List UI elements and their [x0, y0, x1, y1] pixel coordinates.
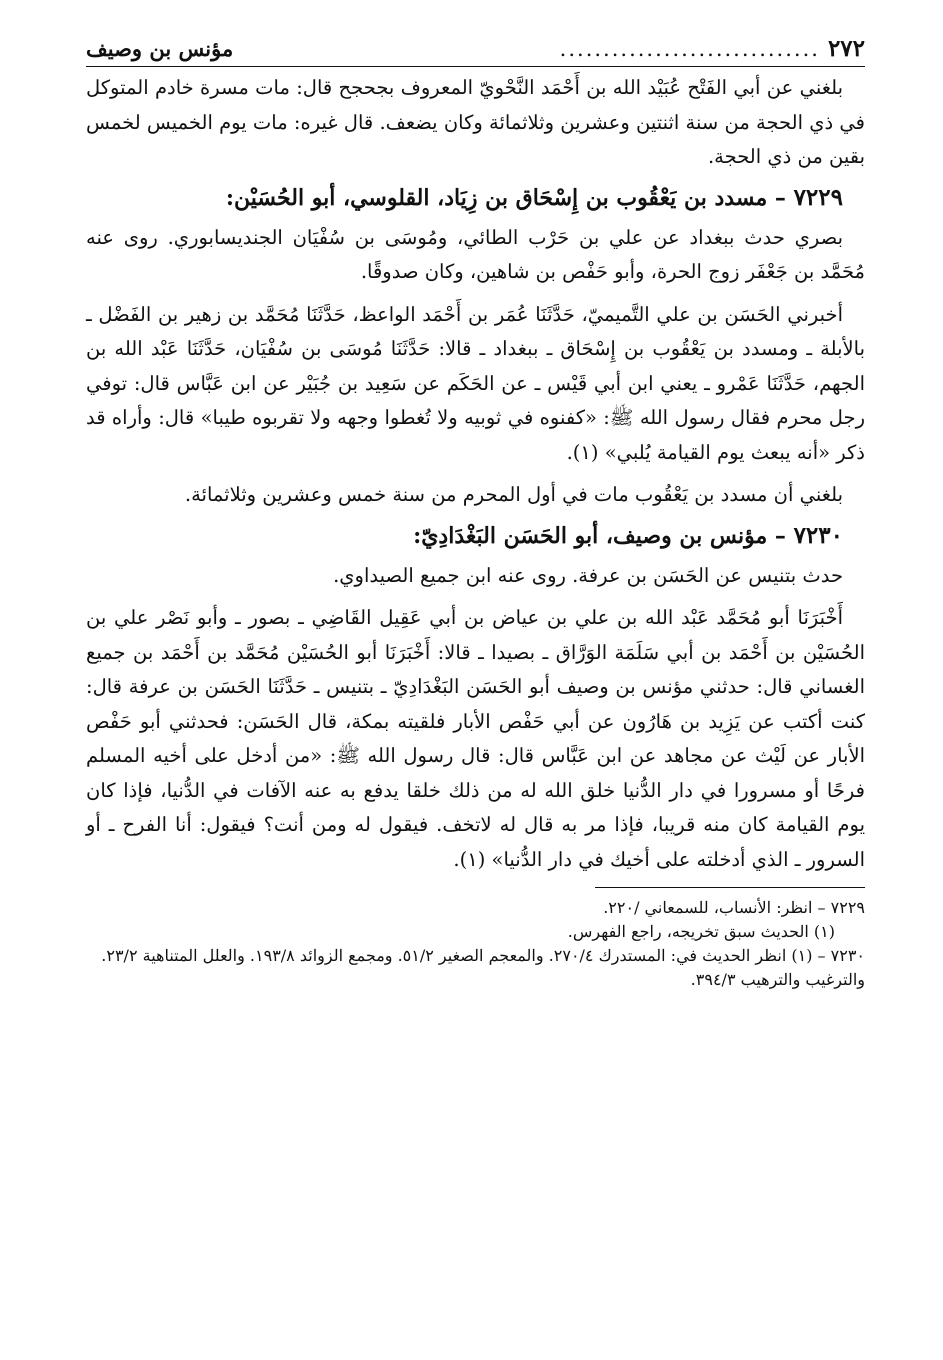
paragraph-6: أَخْبَرَنَا أبو مُحَمَّد عَبْد الله بن علي بن عياض بن أبي عَقِيل القَاضِي ـ بصور ـ وأبو نَصْر علي بن الحُسَيْن بن أَحْمَد بن أبي سَلَمَة الوَرَّاق ـ بصيدا ـ قالا: أَخْبَرَنَا أبو الحُسَيْن مُحَمَّد بن أَحْمَد بن جميع الغساني قال: حدثني مؤنس بن وصيف أبو الحَسَن البَغْدَادِيّ ـ بتنيس ـ حَدَّثَنَا الحَسَن بن عرفة قال: كنت أكتب عن يَزِيد بن هَارُون عن أبي حَفْص الأبار فلقيته بمكة، قال الحَسَن: فحدثني أبو حَفْص الأبار عن لَيْث عن مجاهد عن ابن عَبَّاس قال: قال رسول الله ﷺ: «من أدخل على أخيه المسلم فرحًا أو مسرورا في دار الدُّنيا خلق الله له من ذلك خلقا يدفع به عنه الآفات في الدُّنيا، فإذا كان يوم القيامة كان منه قريبا، فإذا مر به قال له لاتخف. فيقول له ومن أنت؟ فيقول: أنا الفرح ـ أو السرور ـ الذي أدخلته على أخيك في دار الدُّنيا» (١). [86, 606, 865, 871]
paragraph-5: حدث بتنيس عن الحَسَن بن عرفة. روى عنه ابن جميع الصيداوي. [333, 563, 843, 587]
running-title: مؤنس بن وصيف [86, 36, 234, 61]
footnotes [86, 888, 865, 992]
paragraph-3: أخبرني الحَسَن بن علي التَّميميّ، حَدَّثَنَا عُمَر بن أَحْمَد الواعظ، حَدَّثَنَا مُحَمَّد بن زهير بن الفَضْل ـ بالأبلة ـ ومسدد بن يَعْقُوب بن إِسْحَاق ـ ببغداد ـ قالا: حَدَّثَنَا مُوسَى بن سُفْيَان، حَدَّثَنَا عَبْد الله بن الجهم، حَدَّثَنَا عَمْرو ـ يعني ابن أبي قَيْس ـ عن الحَكَم عن سَعِيد بن جُبَيْر عن ابن عَبَّاس قال: توفي رجل محرم فقال رسول الله ﷺ: «كفنوه في ثوبيه ولا تُغطوا وجهه ولا تقربوه طيبا» قال: وأراه قد ذكر «أنه يبعث يوم القيامة يُلبي» (١). [86, 302, 865, 464]
paragraph-1: بلغني عن أبي الفَتْح عُبَيْد الله بن أَحْمَد النَّحْويّ المعروف بجحجح قال: مات مسرة خادم المتوكل في ذي الحجة من سنة اثنتين وعشرين وثلاثمائة وكان يضعف. قال غيره: مات يوم الخميس لخمس بقين من ذي الحجة. [86, 76, 865, 168]
paragraph-4: بلغني أن مسدد بن يَعْقُوب مات في أول المحرم من سنة خمس وعشرين وثلاثمائة. [184, 483, 843, 506]
running-header [86, 34, 865, 67]
footnote-7230-1: ٧٢٣٠ – (١) انظر الحديث في: المستدرك ٢٧٠/٤. والمعجم الصغير ٥١/٢. ومجمع الزوائد ١٩٣/٨. والعلل المتناهية ٢٣/٢. والترغيب والترهيب ٣٩٤/٣. [101, 946, 865, 989]
entry-number: ٧٢٢٩ [793, 183, 843, 211]
page-number: ٢٧٢ [827, 35, 865, 62]
paragraph-2: بصري حدث ببغداد عن علي بن حَرْب الطائي، ومُوسَى بن سُفْيَان الجنديسابوري. روى عنه مُحَمَّد بن جَعْفَر زوج الحرة، وأبو حَفْص بن شاهين، وكان صدوقًا. [86, 225, 865, 283]
header-leader-dots: .............................. [559, 37, 820, 61]
footnote-7229: ٧٢٢٩ – انظر: الأنساب، للسمعاني /٢٢٠. [603, 898, 865, 917]
entry-heading-7229 [86, 177, 865, 219]
entry-name: – مسدد بن يَعْقُوب بن إِسْحَاق بن زِيَاد، القلوسي، أبو الحُسَيْن: [225, 184, 786, 211]
entry-number: ٧٢٣٠ [793, 521, 843, 549]
footnote-7229-1: (١) الحديث سبق تخريجه، راجع الفهرس. [567, 922, 835, 941]
entry-name: – مؤنس بن وصيف، أبو الحَسَن البَغْدَادِيّ: [413, 522, 786, 549]
entry-heading-7230 [86, 515, 865, 557]
